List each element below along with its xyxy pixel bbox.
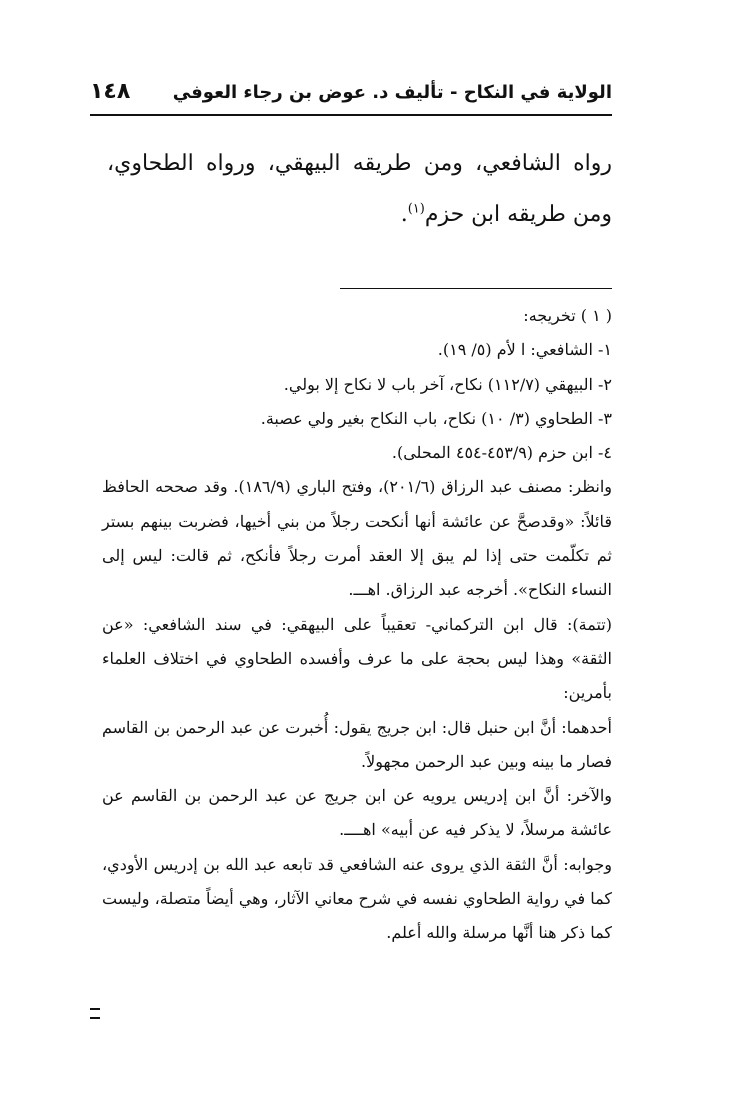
- footnote-separator: [340, 288, 612, 289]
- footnote-item-4: ٤- ابن حزم (٤٥٣/٩-٤٥٤ المحلى).: [391, 443, 612, 463]
- footnotes: [102, 299, 612, 951]
- footnote-item-1: ١- الشافعي: ا لأم (٥/ ١٩).: [437, 340, 612, 360]
- footnote-paragraph-response: وجوابه: أنَّ الثقة الذي يروى عنه الشافعي قد تابعه عبد الله بن إدريس الأودي، كما في رواية الطحاوي نفسه في شرح معاني الآثار، وهي أيضاً متصلة، وليست كما ذكر هنا أنَّها مرسلة والله أعلم.: [102, 854, 613, 943]
- page-number: ١٤٨: [90, 79, 131, 104]
- footnote-paragraph-second-objection: والآخر: أنَّ ابن إدريس يرويه عن ابن جريج عن عبد الرحمن بن القاسم عن عائشة مرسلاً، لا يذكر فيه عن أبيه» اهــــ.: [102, 786, 612, 840]
- running-title: الولاية في النكاح - تأليف د. عوض بن رجاء العوفي: [172, 82, 612, 103]
- footnote-item-3: ٣- الطحاوي (٣/ ١٠) نكاح، باب النكاح بغير ولي عصبة.: [260, 408, 612, 428]
- main-text-body: رواه الشافعي، ومن طريقه البيهقي، ورواه الطحاوي، ومن طريقه ابن حزم: [107, 151, 612, 227]
- main-text-end: .: [400, 202, 408, 227]
- footnote-end-mark: [90, 1008, 100, 1019]
- footnote-paragraph-first-objection: أحدهما: أنَّ ابن حنبل قال: ابن جريج يقول: أُخبرت عن عبد الرحمن بن القاسم فصار ما بينه وبين عبد الرحمن مجهولاً.: [102, 717, 612, 771]
- footnote-heading: ( ١ ) تخريجه:: [523, 306, 612, 325]
- footnote-item-2: ٢- البيهقي (١١٢/٧) نكاح، آخر باب لا نكاح إلا بولي.: [283, 374, 612, 394]
- header-rule: [90, 114, 612, 116]
- main-text: [107, 138, 612, 240]
- page-header: [90, 80, 612, 110]
- footnote-paragraph-supplement: (تتمة): قال ابن التركماني- تعقيباً على البيهقي: في سند الشافعي: «عن الثقة» وهذا ليس بحجة على ما عرف وأفسده الطحاوي في اختلاف العلماء بأمرين:: [102, 614, 613, 703]
- footnote-paragraph-references: وانظر: مصنف عبد الرزاق (٢٠١/٦)، وفتح الباري (١٨٦/٩). وقد صححه الحافظ قائلاً: «وقدصحَّ عن عائشة أنها أنكحت رجلاً من بني أخيها، فضربت بينهم بستر ثم تكلّمت حتى إذا لم يبق إلا العقد أمرت رجلاً فأنكح، ثم قالت: ليس إلى النساء النكاح». أخرجه عبد الرزاق. اهـــ.: [102, 477, 613, 600]
- footnote-reference: (١): [407, 201, 425, 217]
